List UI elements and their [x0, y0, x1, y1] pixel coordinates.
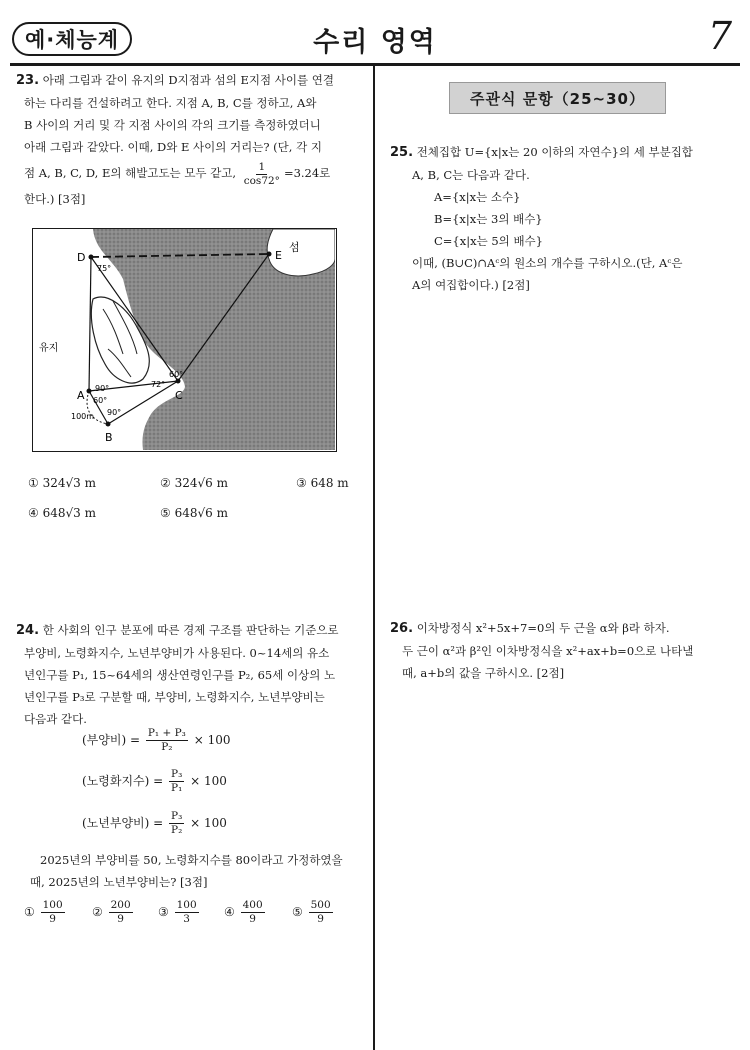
- page-title: 수리 영역: [313, 27, 437, 58]
- formula-tail: × 100: [190, 816, 227, 830]
- fraction-denominator: P₂: [171, 824, 183, 836]
- fraction: [175, 899, 199, 926]
- subject-badge: 예·체능계: [12, 22, 132, 56]
- question-text-line: 한다.) [3점]: [24, 192, 86, 206]
- option-3[interactable]: [158, 899, 201, 926]
- option-5[interactable]: [292, 899, 335, 926]
- fraction-numerator: 200: [110, 899, 131, 911]
- question-text-line: 전체집합 U={x|x는 20 이하의 자연수}의 세 부분집합: [416, 145, 693, 159]
- question-23: [16, 69, 361, 210]
- angle-label: 90°: [95, 384, 110, 393]
- fraction: [109, 899, 133, 926]
- formula-aging-index: [82, 768, 227, 795]
- question-text-line: 한 사회의 인구 분포에 따른 경제 구조를 판단하는 기준으로: [42, 623, 339, 637]
- fraction: [169, 810, 184, 837]
- column-divider: [373, 66, 375, 1050]
- label-island: 섬: [289, 241, 300, 254]
- fraction: [169, 768, 184, 795]
- fraction-numerator: P₃: [171, 810, 183, 822]
- question-26: [390, 617, 740, 684]
- fraction-denominator: 9: [117, 913, 124, 925]
- option-mark: ④: [224, 905, 235, 919]
- option-3[interactable]: ③ 648 m: [296, 476, 349, 490]
- fraction-numerator: 400: [242, 899, 263, 911]
- fraction: [241, 899, 265, 926]
- option-4[interactable]: [224, 899, 267, 926]
- fraction-numerator: 1: [258, 160, 266, 173]
- question-text-line: 년인구를 P₁, 15~64세의 생산연령인구를 P₂, 65세 이상의 노: [24, 668, 336, 682]
- fraction-denominator: P₂: [161, 741, 173, 753]
- question-text-line: 아래 그림과 같이 유지의 D지점과 섬의 E지점 사이를 연결: [42, 73, 334, 87]
- angle-label: 60°: [169, 370, 184, 379]
- question-text-line: 두 근이 α²과 β²인 이차방정식을 x²+ax+b=0으로 나타낼: [402, 644, 694, 658]
- label-B: B: [105, 431, 113, 444]
- option-5[interactable]: ⑤ 648√6 m: [160, 506, 228, 520]
- fraction-numerator: 100: [42, 899, 63, 911]
- label-E: E: [275, 249, 282, 262]
- question-text-line: 때, 2025년의 노년부양비는? [3점]: [30, 875, 208, 889]
- label-A: A: [77, 389, 85, 402]
- angle-label: 90°: [107, 408, 122, 417]
- formula-dependency-ratio: [82, 727, 230, 754]
- text-segment: =3.24로: [283, 166, 331, 180]
- option-mark: ⑤: [292, 905, 303, 919]
- option-mark: ③: [158, 905, 169, 919]
- formula-label: (노령화지수) =: [82, 774, 164, 788]
- fraction-denominator: P₁: [171, 782, 183, 794]
- set-definition: B={x|x는 3의 배수}: [434, 212, 543, 226]
- angle-label: 72°: [151, 380, 166, 389]
- label-D: D: [77, 251, 86, 264]
- formula-tail: × 100: [193, 733, 231, 747]
- set-definition: C={x|x는 5의 배수}: [434, 234, 543, 248]
- formula-label: (부양비) =: [82, 733, 141, 747]
- question-24: [16, 619, 361, 730]
- angle-label: 75°: [97, 264, 112, 273]
- fraction-denominator: 9: [249, 913, 256, 925]
- formula-tail: × 100: [190, 774, 227, 788]
- fraction-denominator: 9: [49, 913, 56, 925]
- fraction: [146, 727, 188, 754]
- fraction-denominator: 9: [317, 913, 324, 925]
- question-text-line: A, B, C는 다음과 같다.: [412, 168, 530, 182]
- fraction: [41, 899, 65, 926]
- distance-label: 100m: [71, 412, 95, 421]
- angle-label: 60°: [93, 396, 108, 405]
- question-text-line: 년인구를 P₃로 구분할 때, 부양비, 노령화지수, 노년부양비는: [24, 690, 325, 704]
- fraction-numerator: P₁ + P₃: [147, 727, 186, 739]
- option-1[interactable]: [24, 899, 67, 926]
- option-mark: ②: [92, 905, 103, 919]
- question-24-tail: [30, 849, 370, 893]
- section-header: 주관식 문항（25~30）: [449, 82, 666, 114]
- map-svg: [33, 229, 335, 450]
- fraction-numerator: 500: [310, 899, 331, 911]
- fraction-denominator: 3: [183, 913, 190, 925]
- question-text-line: 아래 그림과 같았다. 이때, D와 E 사이의 거리는? (단, 각 지: [24, 140, 322, 154]
- question-text-line: 2025년의 부양비를 50, 노령화지수를 80이라고 가정하였을: [40, 853, 343, 867]
- question-25: [390, 141, 740, 296]
- question-number: 26.: [390, 621, 414, 636]
- map-figure: [32, 228, 337, 452]
- label-C: C: [175, 389, 183, 402]
- question-text-line: 하는 다리를 건설하려고 한다. 지점 A, B, C를 정하고, A와: [24, 96, 317, 110]
- option-4[interactable]: ④ 648√3 m: [28, 506, 96, 520]
- question-text-line: 부양비, 노령화지수, 노년부양비가 사용된다. 0~14세의 유소: [24, 646, 330, 660]
- fraction: [309, 899, 333, 926]
- option-1[interactable]: ① 324√3 m: [28, 476, 96, 490]
- question-number: 25.: [390, 145, 414, 160]
- text-segment: 점 A, B, C, D, E의 해발고도는 모두 같고,: [24, 166, 237, 180]
- question-text-line: 다음과 같다.: [24, 712, 87, 726]
- fraction-numerator: 100: [176, 899, 197, 911]
- question-text-line: 이때, (B∪C)∩Aᶜ의 원소의 개수를 구하시오.(단, Aᶜ은: [412, 256, 683, 270]
- question-text-line: B 사이의 거리 및 각 지점 사이의 각의 크기를 측정하였더니: [24, 118, 321, 132]
- question-text-line: 때, a+b의 값을 구하시오. [2점]: [402, 666, 565, 680]
- fraction-denominator: cos72°: [243, 174, 280, 187]
- question-text-line: [16, 158, 361, 188]
- formula-label: (노년부양비) =: [82, 816, 164, 830]
- label-land: 유지: [39, 343, 59, 354]
- set-definition: A={x|x는 소수}: [434, 190, 521, 204]
- page-number: 7: [707, 14, 732, 58]
- question-number: 23.: [16, 73, 40, 88]
- question-number: 24.: [16, 623, 40, 638]
- fraction-numerator: P₃: [171, 768, 183, 780]
- question-text-line: A의 여집합이다.) [2점]: [412, 278, 530, 292]
- fraction: [242, 161, 282, 188]
- option-2[interactable]: ② 324√6 m: [160, 476, 228, 490]
- option-mark: ①: [24, 905, 35, 919]
- question-text-line: 이차방정식 x²+5x+7=0의 두 근을 α와 β라 하자.: [416, 621, 670, 635]
- header-rule: [10, 63, 740, 66]
- option-2[interactable]: [92, 899, 135, 926]
- formula-elderly-dependency: [82, 810, 227, 837]
